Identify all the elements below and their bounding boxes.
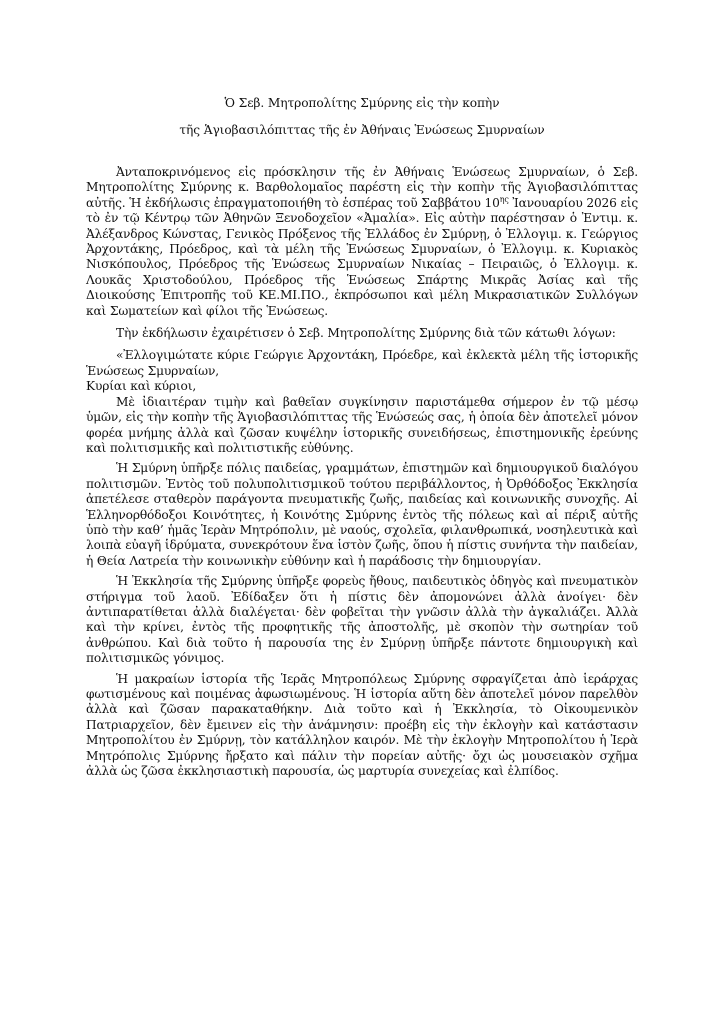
date-ordinal-superscript: ης	[499, 194, 509, 204]
speech-paragraph-2: Ἡ Σμύρνη ὑπῆρξε πόλις παιδείας, γραμμάτων, ἐπιστημῶν καὶ δημιουργικοῦ διαλόγου πολιτισμῶν. Ἐντὸς τοῦ πολυπολιτισμικοῦ τούτου περιβάλλοντος, ἡ Ὀρθόδοξος Ἐκκλησία ἀπετέλεσε σταθερὸν παράγοντα πνευματικῆς ζωῆς, παιδείας καὶ κοινωνικῆς συνοχῆς. Αἱ Ἑλληνορθόδοξοι Κοινότητες, ἡ Κοινότης Σμύρνης ἐντὸς τῆς πόλεως καὶ αἱ πέριξ αὐτῆς ὑπὸ τὴν καθ’ ἡμᾶς Ἱερὰν Μητρόπολιν, μὲ ναούς, σχολεῖα, φιλανθρωπικά, νοσηλευτικὰ καὶ λοιπὰ εὐαγῆ ἱδρύματα, συνεκρότουν ἕνα ἱστὸν ζωῆς, ὅπου ἡ πίστις συνήντα τὴν παιδείαν, ἡ Θεία Λατρεία τὴν κοινωνικὴν εὐθύνην καὶ ἡ παράδοσις τὴν δημιουργίαν.	[86, 461, 638, 568]
intro-paragraph	[86, 165, 638, 319]
address-salutation: «Ἐλλογιμώτατε κύριε Γεώργιε Ἀρχοντάκη, Πρόεδρε, καὶ ἐκλεκτὰ μέλη τῆς ἱστορικῆς Ἑνώσεως Σμυρναίων,	[86, 348, 638, 378]
speech-paragraph-1: Μὲ ἰδιαιτέραν τιμὴν καὶ βαθεῖαν συγκίνησιν παριστάμεθα σήμερον ἐν τῷ μέσῳ ὑμῶν, εἰς τὴν κοπὴν τῆς Ἁγιοβασιλόπιττας τῆς Ἑνώσεώς σας, ἡ ὁποία δὲν ἀποτελεῖ μόνον φορέα μνήμης ἀλλὰ καὶ ζῶσαν κυψέλην ἱστορικῆς συνειδήσεως, ἐπιστημονικῆς ἐρεύνης καὶ πολιτισμικῆς καὶ πολιτιστικῆς εὐθύνης.	[86, 394, 638, 455]
speech-paragraph-3: Ἡ Ἐκκλησία τῆς Σμύρνης ὑπῆρξε φορεὺς ἤθους, παιδευτικὸς ὁδηγὸς καὶ πνευματικὸν στήριγμα τοῦ λαοῦ. Ἐδίδαξεν ὅτι ἡ πίστις δὲν ἀπομονώνει ἀλλὰ ἀνοίγει· δὲν ἀντιπαρατίθεται ἀλλὰ διαλέγεται· δὲν φοβεῖται τὴν γνῶσιν ἀλλὰ τὴν ἀγκαλιάζει. Ἀλλὰ καὶ τὴν κρίνει, ἐντὸς τῆς προφητικῆς τῆς ἀποστολῆς, μὲ σκοπὸν τὴν σωτηρίαν τοῦ ἀνθρώπου. Καὶ διὰ τοῦτο ἡ παρουσία της ἐν Σμύρνῃ ὑπῆρξε πάντοτε δημιουργικὴ καὶ πολιτισμικῶς γόνιμος.	[86, 574, 638, 666]
address-ladies-gentlemen: Κυρίαι καὶ κύριοι,	[86, 379, 197, 394]
greeting-intro-paragraph: Τὴν ἐκδήλωσιν ἐχαιρέτισεν ὁ Σεβ. Μητροπολίτης Σμύρνης διὰ τῶν κάτωθι λόγων:	[116, 326, 616, 341]
document-title-line-1: Ὁ Σεβ. Μητροπολίτης Σμύρνης εἰς τὴν κοπὴν	[224, 96, 500, 110]
intro-text-part-2: Ἰανουαρίου 2026 εἰς τὸ ἐν τῷ Κέντρῳ τῶν Ἀθηνῶν Ξενοδοχεῖον «Ἀμαλία». Εἰς αὐτὴν παρέστησαν ὁ Ἐντιμ. κ. Ἀλέξανδρος Κώνστας, Γενικὸς Πρόξενος τῆς Ἑλλάδος ἐν Σμύρνῃ, ὁ Ἐλλογιμ. κ. Γεώργιος Ἀρχοντάκης, Πρόεδρος, καὶ τὰ μέλη τῆς Ἑνώσεως Σμυρναίων, ὁ Ἐλλογιμ. κ. Κυριακὸς Νισκόπουλος, Πρόεδρος τῆς Ἑνώσεως Σμυρναίων Νικαίας – Πειραιῶς, ὁ Ἐλλογιμ. κ. Λουκᾶς Χριστοδούλου, Πρόεδρος τῆς Ἑνώσεως Σπάρτης Μικρᾶς Ἀσίας καὶ τῆς Διοικούσης Ἐπιτροπῆς τοῦ ΚΕ.ΜΙ.ΠΟ., ἐκπρόσωποι καὶ μέλη Μικρασιατικῶν Συλλόγων καὶ Σωματείων καὶ φίλοι τῆς Ἑνώσεως.	[86, 195, 638, 318]
intro-text-part-1: Ἀνταποκρινόμενος εἰς πρόσκλησιν τῆς ἐν Ἀθήναις Ἑνώσεως Σμυρναίων, ὁ Σεβ. Μητροπολίτης Σμύρνης κ. Βαρθολομαῖος παρέστη εἰς τὴν κοπὴν τῆς Ἁγιοβασιλόπιττας αὐτῆς. Ἡ ἐκδήλωσις ἐπραγματοποιήθη τὸ ἑσπέρας τοῦ Σαββάτου 10	[86, 165, 638, 210]
speech-paragraph-4: Ἡ μακραίων ἱστορία τῆς Ἱερᾶς Μητροπόλεως Σμύρνης σφραγίζεται ἀπὸ ἱεράρχας φωτισμένους καὶ ποιμένας ἀφωσιωμένους. Ἡ ἱστορία αὕτη δὲν ἀποτελεῖ μόνον παρελθὸν ἀλλὰ καὶ ζῶσαν παρακαταθήκην. Διὰ τοῦτο καὶ ἡ Ἐκκλησία, τὸ Οἰκουμενικὸν Πατριαρχεῖον, δὲν ἔμεινεν εἰς τὴν ἀνάμνησιν: προέβη εἰς τὴν ἐκλογὴν καὶ κατάστασιν Μητροπολίτου ἐν Σμύρνῃ, τὸν κατάλληλον καιρόν. Μὲ τὴν ἐκλογὴν Μητροπολίτου ἡ Ἱερὰ Μητρόπολις Σμύρνης ἤρξατο καὶ πάλιν τὴν πορείαν αὐτῆς· ὄχι ὡς μουσειακὸν σχῆμα ἀλλὰ ὡς ζῶσα ἐκκλησιαστικὴ παρουσία, ὡς μαρτυρία συνεχείας καὶ ἐλπίδος.	[86, 671, 638, 779]
document-title-line-2: τῆς Ἁγιοβασιλόπιττας τῆς ἐν Ἀθήναις Ἑνώσεως Σμυρναίων	[179, 123, 545, 137]
title-block	[86, 94, 638, 139]
